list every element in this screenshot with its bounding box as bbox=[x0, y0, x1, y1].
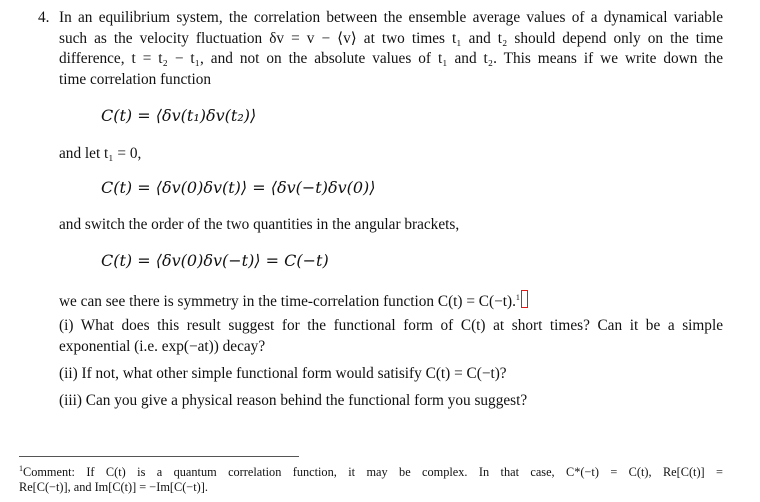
text-cursor-icon bbox=[521, 290, 528, 308]
footnote-ref: 1 bbox=[515, 293, 520, 302]
intro-line: time correlation function bbox=[59, 70, 212, 88]
question-iii: (iii) Can you give a physical reason behind the functional form you suggest? bbox=[59, 392, 528, 409]
intro-line: In an equilibrium system, the correlation between the ensemble average values of a dynamical variable bbox=[59, 9, 723, 26]
question-line: (i) What does this result suggest for the functional form of C(t) at short times? Can it be a simple bbox=[59, 317, 723, 334]
question-i bbox=[59, 316, 723, 357]
problem-number: 4. bbox=[38, 9, 50, 26]
footnote-mark: 1 bbox=[19, 464, 23, 473]
question-line: exponential (i.e. exp(−at)) decay? bbox=[59, 337, 266, 355]
equation-2: C(t) = ⟨δv(0)δv(t)⟩ = ⟨δv(−t)δv(0)⟩ bbox=[101, 178, 376, 197]
footnote-divider bbox=[19, 456, 299, 457]
intro-line: such as the velocity fluctuation δv = v − ⟨v⟩ at two times t₁ and t₂ should depend only on the time bbox=[59, 29, 723, 47]
intro-line: difference, t = t₂ − t₁, and not on the absolute values of t₁ and t₂. This means if we write down the bbox=[59, 50, 723, 67]
footnote-line: Re[C(−t)], and Im[C(t)] = −Im[C(−t)]. bbox=[19, 480, 208, 494]
symmetry-sentence: we can see there is symmetry in the time-correlation function C(t) = C(−t). bbox=[59, 293, 516, 311]
equation-3: C(t) = ⟨δv(0)δv(−t)⟩ = C(−t) bbox=[101, 251, 329, 270]
text-symmetry bbox=[59, 288, 528, 313]
text-let: and let t₁ = 0, bbox=[59, 145, 142, 162]
question-ii: (ii) If not, what other simple functional form would satisify C(t) = C(−t)? bbox=[59, 365, 507, 382]
problem-intro bbox=[59, 8, 723, 90]
text-switch: and switch the order of the two quantities in the angular brackets, bbox=[59, 216, 460, 233]
footnote-text: Comment: If C(t) is a quantum correlation function, it may be complex. In that case, C*(−t) = C(t), Re[C(t)] = bbox=[23, 465, 723, 480]
equation-1: C(t) = ⟨δv(t₁)δv(t₂)⟩ bbox=[101, 106, 257, 125]
